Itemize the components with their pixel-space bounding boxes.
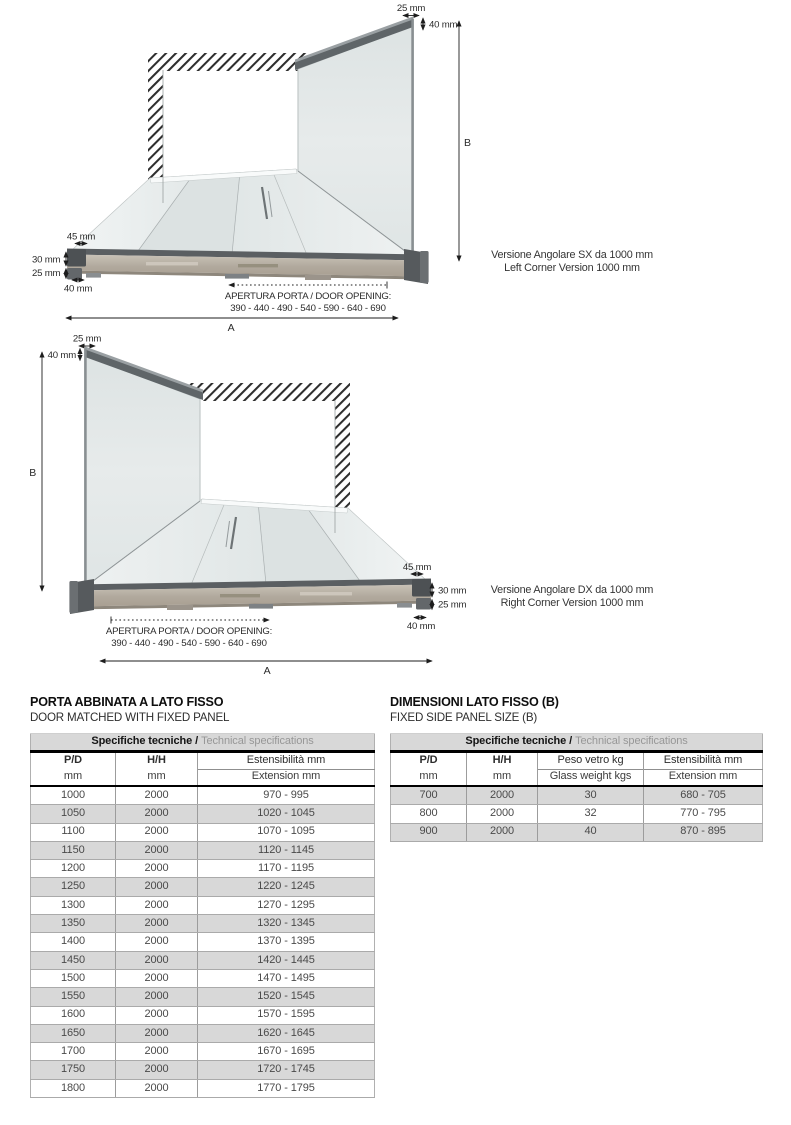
cell-extension: 680 - 705 bbox=[644, 786, 763, 805]
door-spec-table bbox=[30, 733, 375, 1098]
cell-extension: 1570 - 1595 bbox=[198, 1006, 375, 1024]
table-row bbox=[391, 823, 763, 841]
table-row bbox=[31, 823, 375, 841]
caption-dx bbox=[477, 584, 667, 610]
cell-hh: 2000 bbox=[116, 1079, 198, 1097]
cell-pd: 1050 bbox=[31, 805, 116, 823]
cell-extension: 1070 - 1095 bbox=[198, 823, 375, 841]
cell-extension: 1670 - 1695 bbox=[198, 1043, 375, 1061]
table-row bbox=[31, 841, 375, 859]
panel-spec-table bbox=[390, 733, 763, 842]
table-row bbox=[31, 896, 375, 914]
spec-header-sep: / bbox=[195, 735, 199, 748]
cell-hh: 2000 bbox=[116, 915, 198, 933]
table-row bbox=[31, 1043, 375, 1061]
dim-rail-lower: 25 mm bbox=[32, 268, 61, 279]
cell-pd: 1500 bbox=[31, 969, 116, 987]
cell-extension: 1770 - 1795 bbox=[198, 1079, 375, 1097]
table-row bbox=[31, 1061, 375, 1079]
table-row bbox=[31, 878, 375, 896]
spec-header-sep: / bbox=[569, 735, 573, 748]
cell-hh: 2000 bbox=[116, 878, 198, 896]
dim-rail-depth: 40 mm bbox=[406, 621, 436, 632]
dim-wall-gap: 45 mm bbox=[66, 231, 96, 243]
door-opening-values: 390 - 440 - 490 - 540 - 590 - 640 - 690 bbox=[230, 303, 386, 314]
col-extension-it: Estensibilità mm bbox=[644, 752, 763, 770]
col-hh: H/H bbox=[116, 752, 198, 770]
spec-header-en: Technical specifications bbox=[201, 735, 314, 748]
cell-hh: 2000 bbox=[116, 988, 198, 1006]
door-spec-rows bbox=[31, 786, 375, 1098]
cell-pd: 1650 bbox=[31, 1024, 116, 1042]
cell-hh: 2000 bbox=[116, 1043, 198, 1061]
dim-rail-upper: 30 mm bbox=[438, 585, 467, 597]
cell-extension: 970 - 995 bbox=[198, 786, 375, 805]
dim-a-label: A bbox=[263, 665, 271, 677]
panel-table-title-it: DIMENSIONI LATO FISSO (B) bbox=[390, 695, 559, 709]
table-row bbox=[31, 1079, 375, 1097]
table-row bbox=[391, 786, 763, 805]
col-hh-unit: mm bbox=[467, 769, 538, 786]
cell-extension: 1470 - 1495 bbox=[198, 969, 375, 987]
cell-extension: 770 - 795 bbox=[644, 805, 763, 823]
col-hh-unit: mm bbox=[116, 769, 198, 786]
door-opening-label: APERTURA PORTA / DOOR OPENING: bbox=[224, 291, 392, 302]
dim-wall-gap: 45 mm bbox=[402, 562, 432, 573]
cell-hh: 2000 bbox=[116, 969, 198, 987]
cell-pd: 1300 bbox=[31, 896, 116, 914]
col-weight-en: Glass weight kgs bbox=[538, 769, 644, 786]
table-row bbox=[31, 969, 375, 987]
column-header-row bbox=[31, 752, 375, 770]
cell-extension: 1720 - 1745 bbox=[198, 1061, 375, 1079]
dim-b-label: B bbox=[29, 467, 36, 479]
column-unit-row bbox=[31, 769, 375, 786]
cell-pd: 1700 bbox=[31, 1043, 116, 1061]
cell-weight: 30 bbox=[538, 786, 644, 805]
column-unit-row bbox=[391, 769, 763, 786]
cell-hh: 2000 bbox=[116, 823, 198, 841]
col-pd: P/D bbox=[31, 752, 116, 770]
cell-pd: 1200 bbox=[31, 860, 116, 878]
table-row bbox=[31, 786, 375, 805]
table-row bbox=[31, 933, 375, 951]
cell-weight: 32 bbox=[538, 805, 644, 823]
table-row bbox=[31, 805, 375, 823]
wall-hatch-top bbox=[180, 383, 350, 401]
col-extension-it: Estensibilità mm bbox=[198, 752, 375, 770]
caption-dx-it: Versione Angolare DX da 1000 mm bbox=[490, 584, 654, 596]
spec-header-it: Specifiche tecniche bbox=[465, 735, 567, 748]
cell-extension: 1520 - 1545 bbox=[198, 988, 375, 1006]
col-weight-it: Peso vetro kg bbox=[538, 752, 644, 770]
cell-hh: 2000 bbox=[116, 896, 198, 914]
table-row bbox=[31, 1024, 375, 1042]
col-hh: H/H bbox=[467, 752, 538, 770]
cell-pd: 1400 bbox=[31, 933, 116, 951]
cell-extension: 870 - 895 bbox=[644, 823, 763, 841]
column-header-row bbox=[391, 752, 763, 770]
col-extension-en: Extension mm bbox=[198, 769, 375, 786]
cell-hh: 2000 bbox=[467, 786, 538, 805]
door-opening-values: 390 - 440 - 490 - 540 - 590 - 640 - 690 bbox=[111, 638, 267, 649]
cell-hh: 2000 bbox=[467, 805, 538, 823]
door-opening-label: APERTURA PORTA / DOOR OPENING: bbox=[105, 626, 273, 637]
corner-sx-diagram bbox=[0, 0, 791, 340]
caption-sx bbox=[477, 249, 667, 275]
cell-hh: 2000 bbox=[116, 951, 198, 969]
dim-a-label: A bbox=[227, 322, 235, 334]
col-extension-en: Extension mm bbox=[644, 769, 763, 786]
panel-table-title-en: FIXED SIDE PANEL SIZE (B) bbox=[390, 711, 538, 724]
spec-header-band bbox=[31, 734, 375, 752]
dim-rail-upper: 30 mm bbox=[32, 254, 61, 266]
cell-extension: 1270 - 1295 bbox=[198, 896, 375, 914]
cell-pd: 1250 bbox=[31, 878, 116, 896]
cell-pd: 1600 bbox=[31, 1006, 116, 1024]
dim-b-label: B bbox=[464, 137, 471, 149]
cell-pd: 900 bbox=[391, 823, 467, 841]
table-row bbox=[31, 915, 375, 933]
cell-extension: 1620 - 1645 bbox=[198, 1024, 375, 1042]
cell-pd: 700 bbox=[391, 786, 467, 805]
cell-pd: 1350 bbox=[31, 915, 116, 933]
cell-pd: 1550 bbox=[31, 988, 116, 1006]
cell-pd: 1750 bbox=[31, 1061, 116, 1079]
cell-weight: 40 bbox=[538, 823, 644, 841]
cell-hh: 2000 bbox=[116, 1024, 198, 1042]
cell-extension: 1020 - 1045 bbox=[198, 805, 375, 823]
cell-extension: 1120 - 1145 bbox=[198, 841, 375, 859]
panel-spec-rows bbox=[391, 786, 763, 841]
cell-pd: 1100 bbox=[31, 823, 116, 841]
dim-top-width: 25 mm bbox=[72, 333, 102, 345]
caption-sx-it: Versione Angolare SX da 1000 mm bbox=[491, 249, 653, 261]
door-table-title bbox=[30, 695, 229, 724]
dim-top-width: 25 mm bbox=[396, 3, 426, 14]
wall-hatch-top bbox=[148, 53, 318, 71]
cell-extension: 1370 - 1395 bbox=[198, 933, 375, 951]
caption-sx-en: Left Corner Version 1000 mm bbox=[504, 262, 640, 274]
cell-extension: 1170 - 1195 bbox=[198, 860, 375, 878]
cell-extension: 1420 - 1445 bbox=[198, 951, 375, 969]
spec-header-en: Technical specifications bbox=[575, 735, 688, 748]
table-row bbox=[31, 951, 375, 969]
caption-dx-en: Right Corner Version 1000 mm bbox=[500, 597, 644, 609]
corner-dx-diagram bbox=[0, 330, 791, 685]
col-pd-unit: mm bbox=[391, 769, 467, 786]
cell-hh: 2000 bbox=[116, 860, 198, 878]
col-pd-unit: mm bbox=[31, 769, 116, 786]
table-row bbox=[31, 860, 375, 878]
cell-hh: 2000 bbox=[116, 805, 198, 823]
table-row bbox=[31, 1006, 375, 1024]
cell-pd: 1800 bbox=[31, 1079, 116, 1097]
cell-hh: 2000 bbox=[116, 933, 198, 951]
panel-table-title bbox=[390, 695, 559, 724]
dim-top-height: 40 mm bbox=[429, 19, 458, 31]
spec-header-band bbox=[391, 734, 763, 752]
dim-rail-lower: 25 mm bbox=[438, 599, 467, 611]
dim-top-height: 40 mm bbox=[47, 350, 76, 361]
cell-pd: 1150 bbox=[31, 841, 116, 859]
cell-pd: 1000 bbox=[31, 786, 116, 805]
col-pd: P/D bbox=[391, 752, 467, 770]
door-table-title-en: DOOR MATCHED WITH FIXED PANEL bbox=[30, 711, 230, 724]
cell-hh: 2000 bbox=[116, 1006, 198, 1024]
dim-rail-depth: 40 mm bbox=[63, 283, 93, 295]
cell-extension: 1220 - 1245 bbox=[198, 878, 375, 896]
table-row bbox=[31, 988, 375, 1006]
cell-hh: 2000 bbox=[116, 1061, 198, 1079]
cell-pd: 800 bbox=[391, 805, 467, 823]
spec-header-it: Specifiche tecniche bbox=[91, 735, 193, 748]
door-table-title-it: PORTA ABBINATA A LATO FISSO bbox=[30, 695, 224, 709]
cell-hh: 2000 bbox=[116, 786, 198, 805]
cell-hh: 2000 bbox=[467, 823, 538, 841]
cell-pd: 1450 bbox=[31, 951, 116, 969]
table-row bbox=[391, 805, 763, 823]
cell-hh: 2000 bbox=[116, 841, 198, 859]
cell-extension: 1320 - 1345 bbox=[198, 915, 375, 933]
